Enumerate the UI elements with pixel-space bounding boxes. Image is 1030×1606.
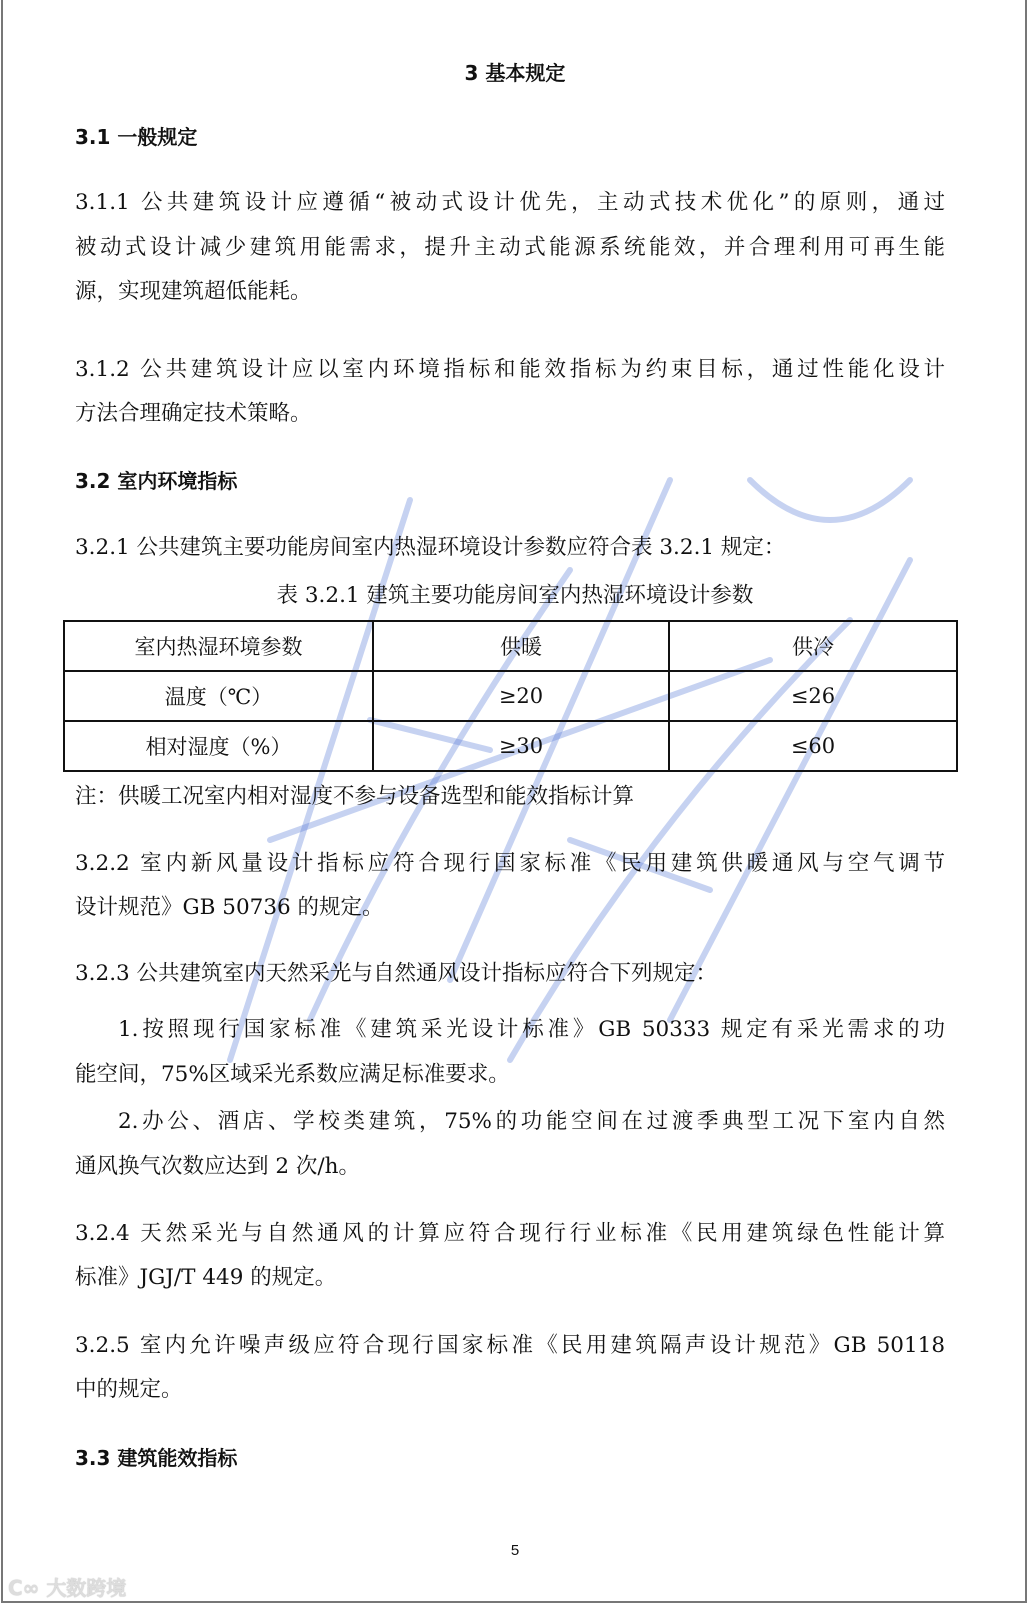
- section-heading-3-3: 3.3 建筑能效指标: [75, 1446, 238, 1470]
- para-line: 3.1.1 公共建筑设计应遵循“被动式设计优先，主动式技术优化”的原则，通过: [75, 190, 945, 215]
- parameter-table: [63, 620, 958, 772]
- table-cell: 温度（℃）: [64, 671, 373, 721]
- logo-icon: C∞: [8, 1576, 47, 1600]
- list-item-line: 2.办公、酒店、学校类建筑，75%的功能空间在过渡季典型工况下室内自然: [118, 1109, 945, 1134]
- table-cell: ≥30: [373, 721, 669, 771]
- table-cell: ≤60: [669, 721, 957, 771]
- para-line: 3.2.3 公共建筑室内天然采光与自然通风设计指标应符合下列规定：: [75, 961, 718, 986]
- table-header: 供暖: [373, 621, 669, 671]
- para-line: 中的规定。: [75, 1377, 183, 1402]
- para-line: 方法合理确定技术策略。: [75, 401, 312, 426]
- para-line: 被动式设计减少建筑用能需求，提升主动式能源系统能效，并合理利用可再生能: [75, 235, 945, 260]
- table-header: 供冷: [669, 621, 957, 671]
- para-line: 3.2.5 室内允许噪声级应符合现行国家标准《民用建筑隔声设计规范》GB 50118: [75, 1333, 945, 1358]
- table-caption: 表 3.2.1 建筑主要功能房间室内热湿环境设计参数: [276, 583, 754, 608]
- logo-text: 大数跨境: [46, 1576, 127, 1600]
- para-line: 3.2.2 室内新风量设计指标应符合现行国家标准《民用建筑供暖通风与空气调节: [75, 851, 945, 876]
- para-line: 源，实现建筑超低能耗。: [75, 279, 312, 304]
- brand-logo: [8, 1572, 126, 1601]
- table-header: 室内热湿环境参数: [64, 621, 373, 671]
- section-heading-3-2: 3.2 室内环境指标: [75, 469, 238, 493]
- list-item-line: 通风换气次数应达到 2 次/h。: [75, 1154, 360, 1179]
- para-line: 3.1.2 公共建筑设计应以室内环境指标和能效指标为约束目标，通过性能化设计: [75, 357, 945, 382]
- list-item-line: 1.按照现行国家标准《建筑采光设计标准》GB 50333 规定有采光需求的功: [118, 1017, 945, 1042]
- table-cell: ≤26: [669, 671, 957, 721]
- chapter-title: 3 基本规定: [464, 61, 566, 85]
- table-note: 注：供暖工况室内相对湿度不参与设备选型和能效指标计算: [75, 784, 635, 809]
- table-row: [64, 671, 957, 721]
- para-line: 3.2.1 公共建筑主要功能房间室内热湿环境设计参数应符合表 3.2.1 规定：: [75, 535, 786, 560]
- para-line: 3.2.4 天然采光与自然通风的计算应符合现行行业标准《民用建筑绿色性能计算: [75, 1221, 945, 1246]
- section-heading-3-1: 3.1 一般规定: [75, 125, 198, 149]
- table-row: [64, 721, 957, 771]
- para-line: 标准》JGJ/T 449 的规定。: [75, 1265, 337, 1290]
- table-cell: 相对湿度（%）: [64, 721, 373, 771]
- page-number: 5: [510, 1542, 520, 1559]
- table-cell: ≥20: [373, 671, 669, 721]
- list-item-line: 能空间，75%区域采光系数应满足标准要求。: [75, 1062, 510, 1087]
- para-line: 设计规范》GB 50736 的规定。: [75, 895, 384, 920]
- table-header-row: [64, 621, 957, 671]
